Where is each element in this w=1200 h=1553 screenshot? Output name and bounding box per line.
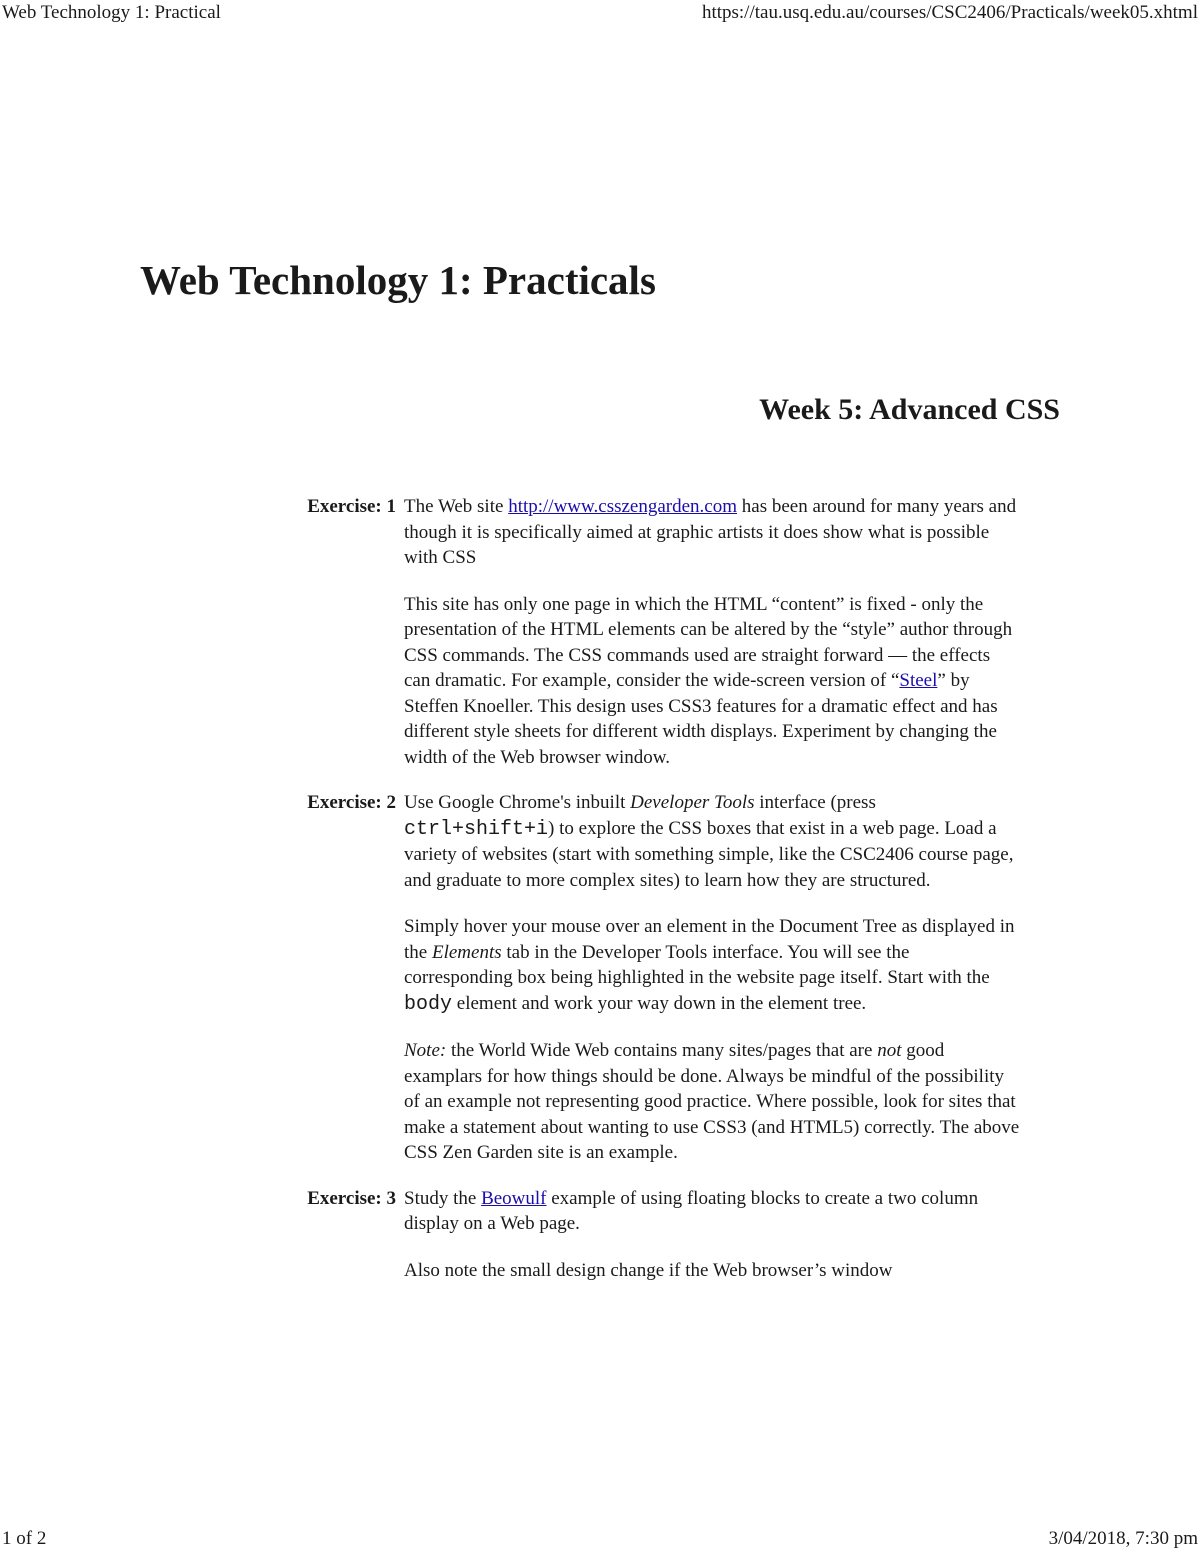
exercise-body <box>404 1186 1020 1284</box>
exercise-paragraph <box>404 592 1020 771</box>
exercise-paragraph <box>404 1186 1020 1237</box>
text-span: ) to explore the CSS boxes that exist in a web page. Load a variety of websites (start with something simple, like the CSC2406 course page, and graduate to more complex sites) to learn how they are structured. <box>404 817 1014 891</box>
print-footer-page: 1 of 2 <box>2 1528 47 1549</box>
text-span: good examplars for how things should be done. Always be mindful of the possibility of an example not representing good practice. Where possible, look for sites that make a statement about wanting to use CSS3 (and HTML5) correctly. The above CSS Zen Garden site is an example. <box>404 1040 1020 1163</box>
page-title: Web Technology 1: Practicals <box>140 257 656 303</box>
exercise-paragraph <box>404 494 1020 571</box>
week-title: Week 5: Advanced CSS <box>759 393 1060 426</box>
beowulf-link[interactable]: Beowulf <box>481 1187 547 1209</box>
print-header-title: Web Technology 1: Practical <box>2 2 221 23</box>
exercise-label: Exercise: 3 <box>307 1187 396 1209</box>
exercise-paragraph <box>404 790 1020 893</box>
text-span: has been around for many years and though it is specifically aimed at graphic artists it does show what is possible with CSS <box>404 496 1017 568</box>
element-code: body <box>404 992 453 1016</box>
emphasis-text: Developer Tools <box>630 792 755 813</box>
note-paragraph <box>404 1038 1020 1166</box>
text-span: element and work your way down in the element tree. <box>452 992 867 1014</box>
text-span: interface (press <box>754 792 876 813</box>
exercise-paragraph: Also note the small design change if the Web browser’s window <box>404 1259 893 1281</box>
exercise-2 <box>280 790 1030 1166</box>
text-span: Study the <box>404 1187 482 1209</box>
exercise-paragraph <box>404 914 1020 1017</box>
text-span: ” by Steffen Knoeller. This design uses CSS3 features for a dramatic effect and has different style sheets for different width displays. Experiment by changing the width of the Web browser window. <box>404 670 998 768</box>
print-footer-datetime: 3/04/2018, 7:30 pm <box>1048 1528 1198 1549</box>
text-span: Use Google Chrome's inbuilt <box>404 792 631 813</box>
text-span: tab in the Developer Tools interface. You will see the corresponding box being highlighted in the website page itself. Start with the <box>404 941 990 988</box>
print-header-url: https://tau.usq.edu.au/courses/CSC2406/Practicals/week05.xhtml <box>701 2 1198 23</box>
csszengarden-link[interactable]: http://www.csszengarden.com <box>508 496 738 517</box>
exercise-list <box>280 494 1030 1303</box>
emphasis-text: Elements <box>431 941 502 963</box>
exercise-body <box>404 790 1020 1166</box>
text-span: Simply hover your mouse over an element in the Document Tree as displayed in the <box>404 916 1015 963</box>
emphasis-text: not <box>877 1040 902 1061</box>
exercise-body <box>404 494 1020 770</box>
text-span: the World Wide Web contains many sites/pages that are <box>446 1040 878 1061</box>
exercise-3 <box>280 1186 1030 1284</box>
exercise-1 <box>280 494 1030 770</box>
text-span: example of using floating blocks to create a two column display on a Web page. <box>404 1187 979 1234</box>
text-span: The Web site <box>404 496 509 517</box>
steel-link[interactable]: Steel <box>899 670 938 691</box>
exercise-label: Exercise: 1 <box>307 496 396 517</box>
text-span: This site has only one page in which the HTML “content” is fixed - only the presentation of the HTML elements can be altered by the “style” author through CSS commands. The CSS commands used are straight forward — the effects can dramatic. For example, consider the wide-screen version of “ <box>404 593 1013 691</box>
exercise-label: Exercise: 2 <box>307 792 396 813</box>
shortcut-code: ctrl+shift+i <box>404 817 549 841</box>
emphasis-text: Note: <box>404 1040 447 1061</box>
